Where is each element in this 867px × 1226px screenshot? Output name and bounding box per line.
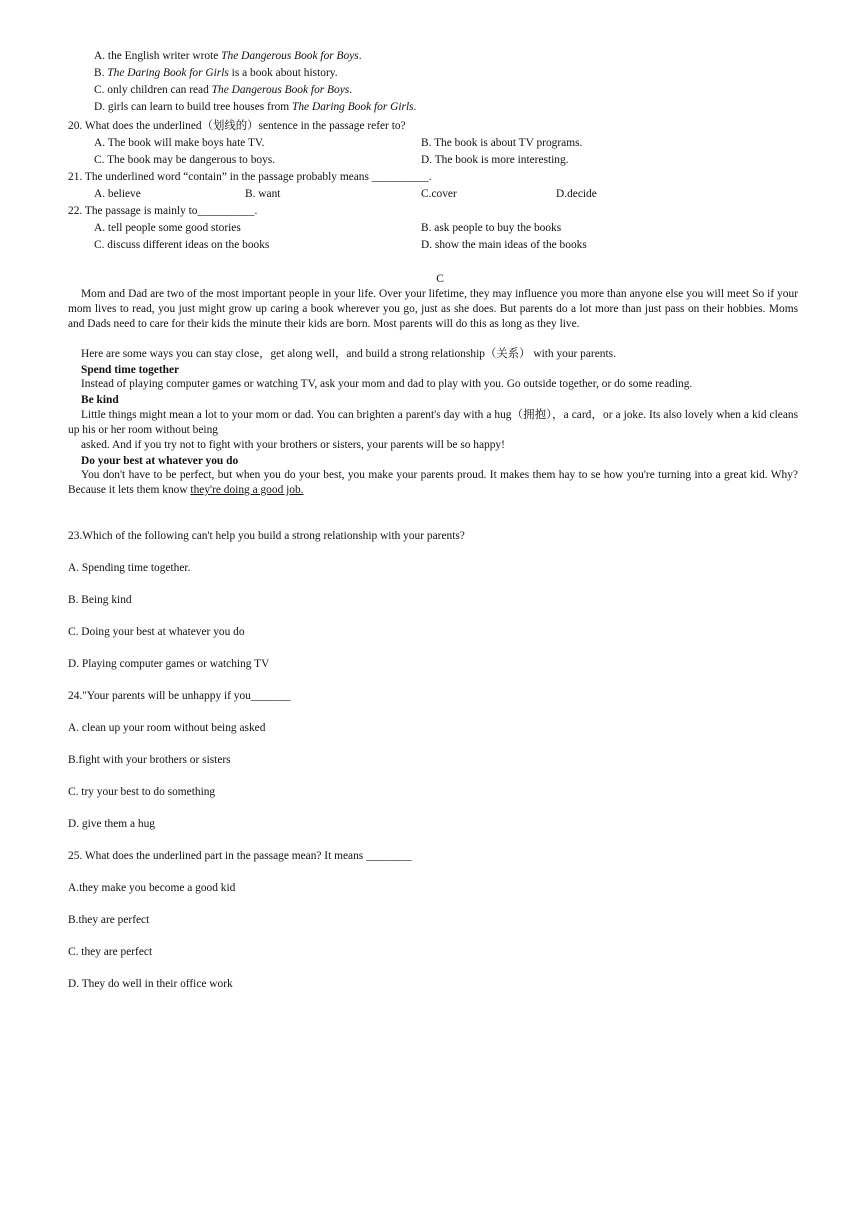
q20-question: 20. What does the underlined（划线的）sentence in the passage refer to?	[68, 120, 406, 132]
q19-option-a-title: The Dangerous Book for Boys	[221, 50, 359, 62]
passage-paragraph-2: Here are some ways you can stay close，get along well，and build a strong relationship（关系） with your parents.	[81, 348, 616, 360]
q25-option-a: A.they make you become a good kid	[68, 882, 236, 894]
q21-question: 21. The underlined word “contain” in the passage probably means __________.	[68, 171, 432, 183]
q20-option-b: B. The book is about TV programs.	[421, 137, 583, 149]
q25-option-b: B.they are perfect	[68, 914, 150, 926]
q20-option-a: A. The book will make boys hate TV.	[94, 137, 265, 149]
q25-option-d: D. They do well in their office work	[68, 978, 233, 990]
q23-option-a: A. Spending time together.	[68, 562, 191, 574]
q21-option-c: C.cover	[421, 188, 457, 200]
q20-option-c: C. The book may be dangerous to boys.	[94, 154, 276, 166]
q21-option-a: A. believe	[94, 188, 141, 200]
passage-paragraph-6-text: You don't have to be perfect, but when you do your best, you make your parents proud. It makes them hay to se how you're turning into a great kid. Why? Because it lets them know	[68, 469, 798, 496]
q22-option-c: C. discuss different ideas on the books	[94, 239, 270, 251]
q19-option-b	[94, 65, 338, 82]
q19-option-a	[94, 48, 362, 65]
q19-option-c-end: .	[349, 84, 353, 96]
q19-option-c-text: C. only children can read	[94, 84, 212, 96]
q19-option-a-end: .	[358, 50, 362, 62]
passage-paragraph-1: Mom and Dad are two of the most important people in your life. Over your lifetime, they may influence you more than anyone else you will meet So if your mom lives to read, you just might grow up caring a book wherever you go, just as she does. But parents do a lot more than just pass on their hobbies. Moms and Dads need to care for their kids the minute their kids are born. Most parents will do this as long as they live.	[68, 288, 798, 330]
q22-question: 22. The passage is mainly to__________.	[68, 205, 258, 217]
q24-option-d: D. give them a hug	[68, 818, 155, 830]
passage-paragraph-6	[68, 468, 798, 498]
q24-option-b: B.fight with your brothers or sisters	[68, 754, 231, 766]
q20-option-d: D. The book is more interesting.	[421, 154, 569, 166]
q25-option-c: C. they are perfect	[68, 946, 153, 958]
q19-option-a-text: A. the English writer wrote	[94, 50, 222, 62]
section-heading-do-your-best: Do your best at whatever you do	[81, 455, 239, 467]
passage-paragraph-4: Little things might mean a lot to your mom or dad. You can brighten a parent's day with a hug（拥抱），a card，or a joke. Its also lovely when a kid cleans up his or her room without being	[68, 409, 798, 436]
q21-option-d: D.decide	[556, 188, 597, 200]
q22-option-d: D. show the main ideas of the books	[421, 239, 587, 251]
q24-question: 24."Your parents will be unhappy if you_______	[68, 690, 291, 702]
q19-option-d-end: .	[413, 101, 417, 113]
q19-option-d-text: D. girls can learn to build tree houses from	[94, 101, 293, 113]
q19-option-d	[94, 99, 416, 116]
section-heading-spend-time: Spend time together	[81, 364, 180, 376]
q19-option-c-title: The Dangerous Book for Boys	[211, 84, 350, 96]
q23-question: 23.Which of the following can't help you build a strong relationship with your parents?	[68, 530, 465, 542]
passage-paragraph-3: Instead of playing computer games or watching TV, ask your mom and dad to play with you. Go outside together, or do some reading.	[81, 378, 693, 390]
q22-option-a: A. tell people some good stories	[94, 222, 241, 234]
q19-option-b-text: B.	[94, 67, 108, 79]
q19-option-d-title: The Daring Book for Girls	[292, 101, 414, 113]
q23-option-b: B. Being kind	[68, 594, 132, 606]
q22-option-b: B. ask people to buy the books	[421, 222, 562, 234]
q24-option-a: A. clean up your room without being asked	[68, 722, 266, 734]
passage-label: C	[436, 273, 444, 285]
q24-option-c: C. try your best to do something	[68, 786, 216, 798]
q21-option-b: B. want	[245, 188, 281, 200]
q19-option-c	[94, 82, 352, 99]
q19-option-b-end: is a book about history.	[228, 67, 338, 79]
q25-question: 25. What does the underlined part in the passage mean? It means ________	[68, 850, 412, 862]
q19-option-b-title: The Daring Book for Girls	[107, 67, 229, 79]
section-heading-be-kind: Be kind	[81, 394, 119, 406]
passage-paragraph-5: asked. And if you try not to fight with your brothers or sisters, your parents will be so happy!	[81, 439, 505, 451]
underlined-phrase: they're doing a good job.	[190, 483, 304, 496]
q23-option-c: C. Doing your best at whatever you do	[68, 626, 245, 638]
q23-option-d: D. Playing computer games or watching TV	[68, 658, 270, 670]
